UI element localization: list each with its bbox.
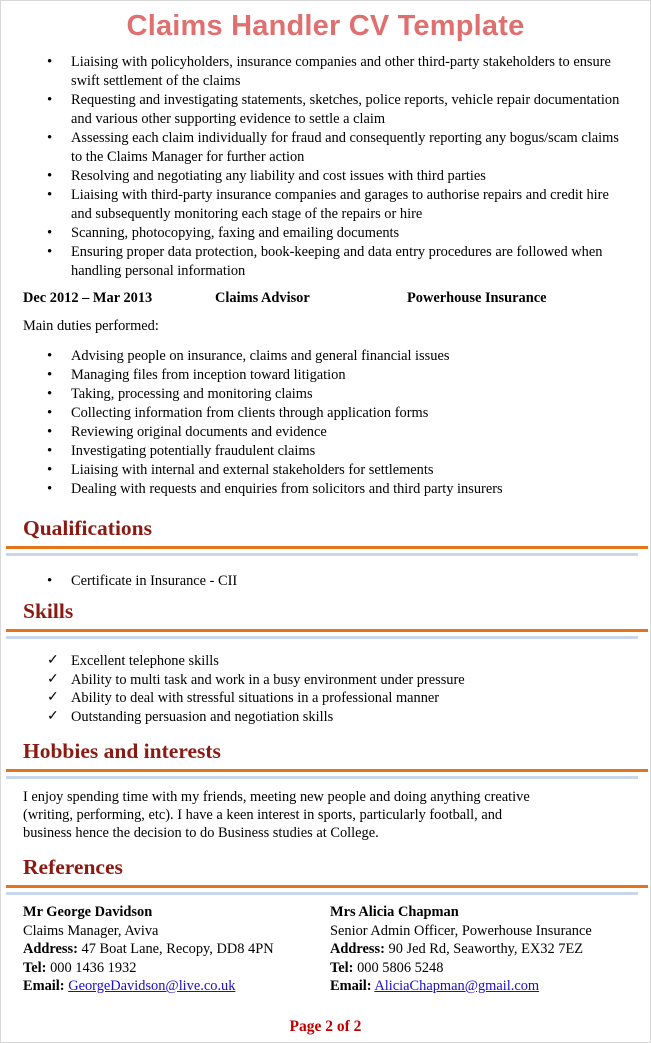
list-item: • Liaising with third-party insurance companies and garages to authorise repairs and credit hire and subsequently monitoring each stage of the repairs or hire (0, 186, 651, 224)
list-item: • Collecting information from clients through application forms (0, 404, 523, 423)
job-role: Claims Advisor (215, 290, 310, 306)
list-item: • Dealing with requests and enquiries from solicitors and third party insurers (0, 480, 523, 499)
section-divider (6, 629, 648, 632)
reference-position: Claims Manager, Aviva (23, 922, 159, 939)
list-item: ✓ Ability to multi task and work in a busy environment under pressure (47, 671, 465, 688)
hobbies-text: I enjoy spending time with my friends, meeting new people and doing anything creative (writing, performing, etc). I have a keen interest in sports, particularly football, and business hence the decision to do Business studies at College. (23, 789, 530, 841)
reference-2 (330, 903, 592, 996)
reference-email-link[interactable]: AliciaChapman@gmail.com (374, 978, 540, 994)
reference-email-link[interactable]: GeorgeDavidson@live.co.uk (68, 978, 236, 994)
job-company: Powerhouse Insurance (407, 290, 547, 306)
hobbies-heading: Hobbies and interests (23, 739, 221, 763)
reference-email: Email: GeorgeDavidson@live.co.uk (23, 978, 236, 994)
job-intro: Main duties performed: (23, 318, 159, 334)
reference-1 (23, 903, 274, 996)
checkmark-icon: ✓ (47, 708, 59, 724)
qualifications-list (0, 572, 257, 591)
skills-list (0, 652, 465, 726)
checkmark-icon: ✓ (47, 690, 59, 705)
skills-heading: Skills (23, 599, 74, 623)
list-item: • Liaising with policyholders, insurance companies and other third-party stakeholders to ensure swift settlement of the claims (0, 53, 651, 91)
list-item: • Scanning, photocopying, faxing and emailing documents (0, 224, 651, 243)
checkmark-icon: ✓ (47, 671, 59, 687)
reference-tel: Tel: 000 5806 5248 (330, 959, 444, 976)
reference-email: Email: AliciaChapman@gmail.com (330, 978, 540, 994)
qualifications-heading: Qualifications (23, 516, 153, 540)
list-item: • Managing files from inception toward litigation (0, 366, 523, 385)
list-item: • Resolving and negotiating any liability and cost issues with third parties (0, 167, 651, 186)
section-divider (6, 885, 648, 888)
reference-name: Mrs Alicia Chapman (330, 904, 459, 920)
section-divider (6, 769, 648, 772)
list-item: • Requesting and investigating statements, sketches, police reports, vehicle repair documentation and various other supporting evidence to settle a claim (0, 91, 651, 129)
section-divider (6, 636, 638, 639)
checkmark-icon: ✓ (47, 653, 59, 668)
section-divider (6, 892, 638, 895)
list-item: • Certificate in Insurance - CII (0, 572, 257, 591)
job-duties-list (0, 347, 523, 499)
reference-position: Senior Admin Officer, Powerhouse Insurance (330, 922, 592, 939)
list-item: • Investigating potentially fraudulent claims (0, 442, 523, 461)
previous-duties-list (0, 53, 651, 281)
reference-name: Mr George Davidson (23, 904, 153, 920)
section-divider (6, 546, 648, 549)
job-dates: Dec 2012 – Mar 2013 (23, 290, 153, 306)
references-heading: References (23, 855, 123, 879)
list-item: ✓ Excellent telephone skills (47, 653, 219, 669)
list-item: ✓ Outstanding persuasion and negotiation skills (47, 708, 334, 725)
reference-address: Address: 47 Boat Lane, Recopy, DD8 4PN (23, 941, 274, 957)
list-item: • Advising people on insurance, claims and general financial issues (0, 347, 523, 366)
document-title: Claims Handler CV Template (126, 10, 525, 42)
list-item: • Ensuring proper data protection, book-keeping and data entry procedures are followed when handling personal information (0, 243, 651, 281)
job-header (23, 290, 623, 308)
list-item: • Assessing each claim individually for fraud and consequently reporting any bogus/scam claims to the Claims Manager for further action (0, 129, 651, 167)
section-divider (6, 776, 638, 779)
page-number: Page 2 of 2 (289, 1018, 362, 1035)
list-item: • Liaising with internal and external stakeholders for settlements (0, 461, 523, 480)
reference-address: Address: 90 Jed Rd, Seaworthy, EX32 7EZ (330, 941, 584, 957)
list-item: • Taking, processing and monitoring claims (0, 385, 523, 404)
list-item: ✓ Ability to deal with stressful situations in a professional manner (47, 690, 440, 706)
list-item: • Reviewing original documents and evidence (0, 423, 523, 442)
section-divider (6, 553, 638, 556)
reference-tel: Tel: 000 1436 1932 (23, 959, 137, 976)
